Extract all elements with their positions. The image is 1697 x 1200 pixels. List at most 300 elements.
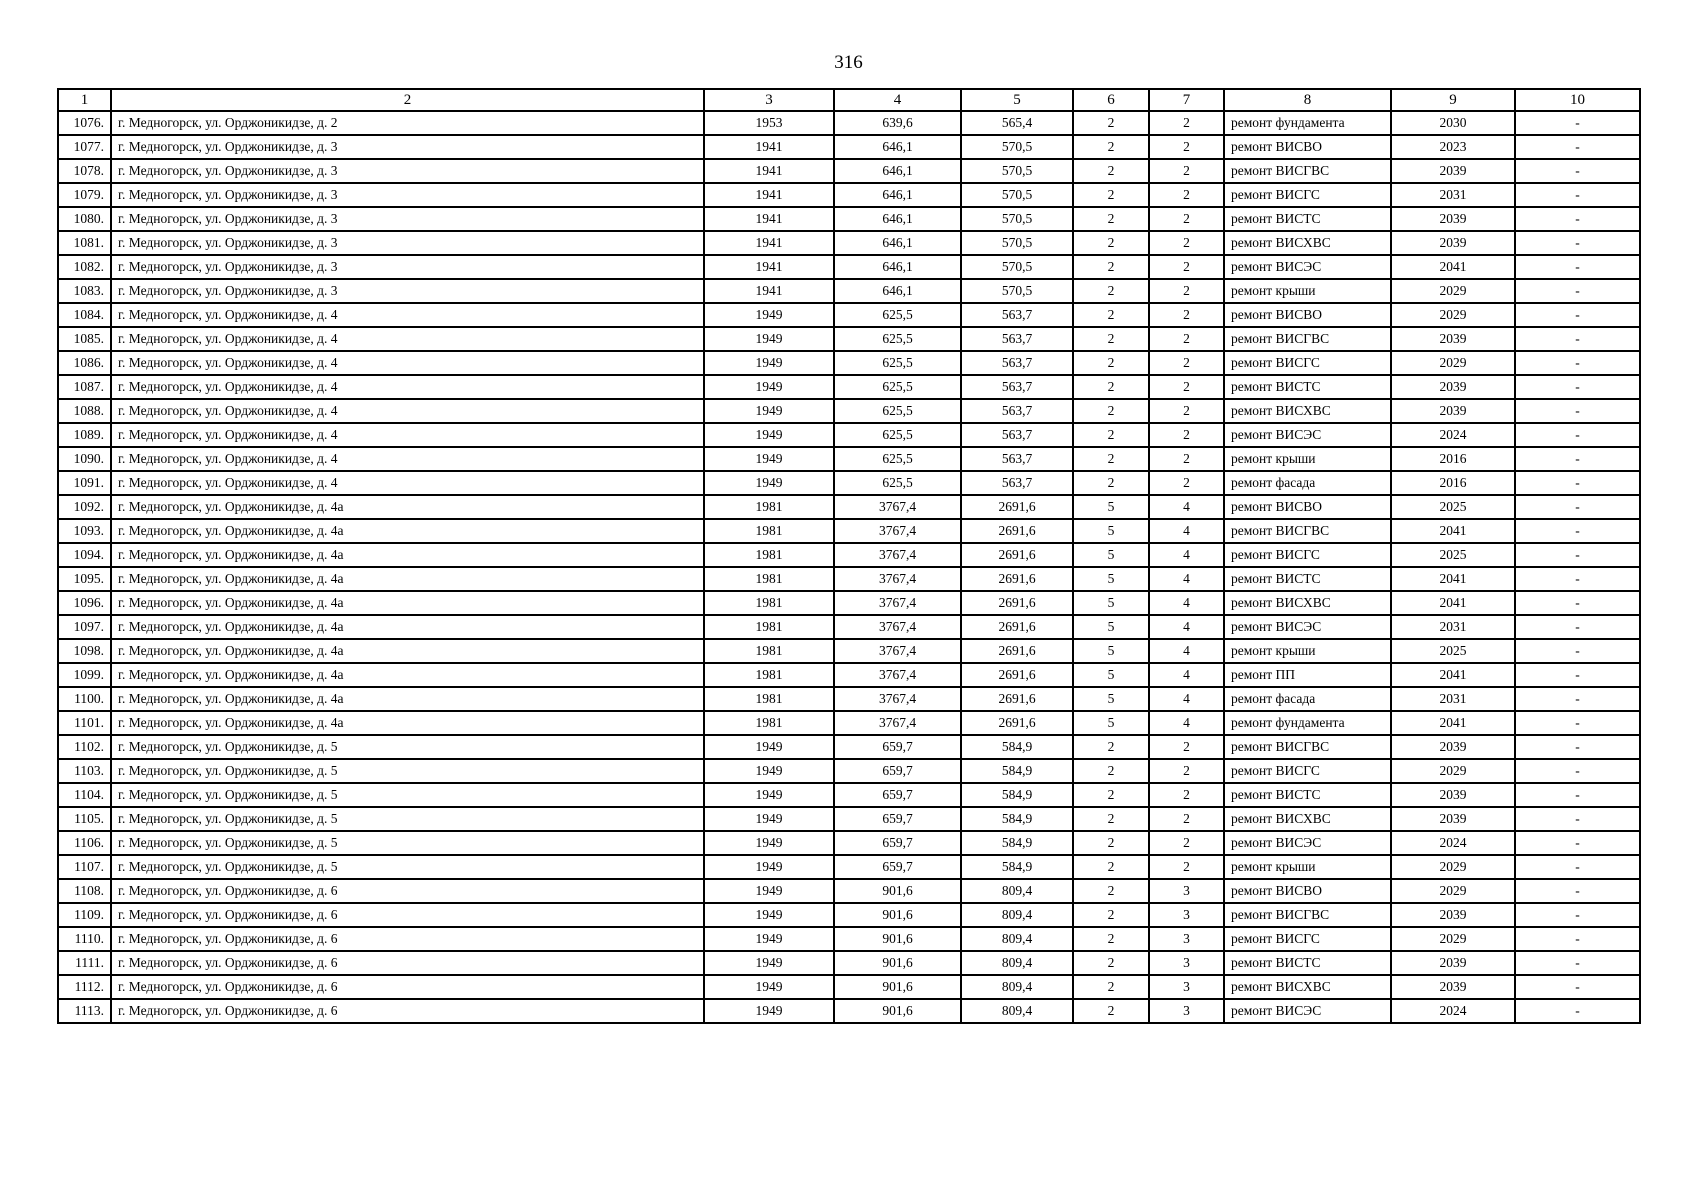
cell-living-area: 570,5 <box>961 183 1073 207</box>
cell-address: г. Медногорск, ул. Орджоникидзе, д. 6 <box>111 951 704 975</box>
cell-work-type: ремонт ВИСВО <box>1224 135 1391 159</box>
table-row <box>58 711 1640 735</box>
cell-floors: 2 <box>1073 759 1149 783</box>
cell-note: - <box>1515 471 1640 495</box>
cell-row-number: 1077. <box>58 135 111 159</box>
cell-year-built: 1949 <box>704 423 834 447</box>
cell-total-area: 646,1 <box>834 135 961 159</box>
cell-address: г. Медногорск, ул. Орджоникидзе, д. 4а <box>111 591 704 615</box>
table-row <box>58 879 1640 903</box>
table-row <box>58 975 1640 999</box>
cell-note: - <box>1515 591 1640 615</box>
cell-row-number: 1112. <box>58 975 111 999</box>
cell-living-area: 570,5 <box>961 279 1073 303</box>
cell-floors: 2 <box>1073 903 1149 927</box>
cell-note: - <box>1515 975 1640 999</box>
cell-row-number: 1078. <box>58 159 111 183</box>
cell-note: - <box>1515 183 1640 207</box>
cell-row-number: 1087. <box>58 375 111 399</box>
cell-row-number: 1083. <box>58 279 111 303</box>
cell-year-built: 1949 <box>704 927 834 951</box>
cell-living-area: 809,4 <box>961 879 1073 903</box>
table-row <box>58 447 1640 471</box>
cell-floors: 2 <box>1073 471 1149 495</box>
cell-floors: 5 <box>1073 567 1149 591</box>
cell-row-number: 1099. <box>58 663 111 687</box>
cell-work-type: ремонт ВИСТС <box>1224 783 1391 807</box>
table-row <box>58 903 1640 927</box>
cell-work-type: ремонт ВИСТС <box>1224 375 1391 399</box>
cell-floors: 2 <box>1073 255 1149 279</box>
cell-total-area: 646,1 <box>834 207 961 231</box>
cell-note: - <box>1515 687 1640 711</box>
cell-work-type: ремонт ПП <box>1224 663 1391 687</box>
cell-total-area: 659,7 <box>834 807 961 831</box>
cell-note: - <box>1515 711 1640 735</box>
cell-note: - <box>1515 423 1640 447</box>
cell-note: - <box>1515 543 1640 567</box>
cell-living-area: 584,9 <box>961 783 1073 807</box>
cell-address: г. Медногорск, ул. Орджоникидзе, д. 4 <box>111 327 704 351</box>
cell-address: г. Медногорск, ул. Орджоникидзе, д. 4а <box>111 711 704 735</box>
cell-year-planned: 2031 <box>1391 183 1515 207</box>
cell-floors: 5 <box>1073 495 1149 519</box>
cell-floors: 2 <box>1073 159 1149 183</box>
cell-living-area: 563,7 <box>961 423 1073 447</box>
cell-floors: 2 <box>1073 279 1149 303</box>
cell-year-planned: 2029 <box>1391 879 1515 903</box>
cell-floors: 2 <box>1073 807 1149 831</box>
cell-year-planned: 2025 <box>1391 543 1515 567</box>
cell-entrances: 2 <box>1149 423 1224 447</box>
cell-total-area: 659,7 <box>834 735 961 759</box>
column-header-1: 1 <box>58 89 111 111</box>
cell-living-area: 2691,6 <box>961 567 1073 591</box>
cell-total-area: 625,5 <box>834 399 961 423</box>
cell-floors: 2 <box>1073 975 1149 999</box>
table-row <box>58 279 1640 303</box>
cell-living-area: 2691,6 <box>961 615 1073 639</box>
cell-row-number: 1084. <box>58 303 111 327</box>
cell-address: г. Медногорск, ул. Орджоникидзе, д. 5 <box>111 759 704 783</box>
cell-entrances: 3 <box>1149 927 1224 951</box>
cell-living-area: 563,7 <box>961 399 1073 423</box>
cell-row-number: 1110. <box>58 927 111 951</box>
cell-floors: 2 <box>1073 183 1149 207</box>
cell-living-area: 809,4 <box>961 999 1073 1023</box>
cell-floors: 2 <box>1073 423 1149 447</box>
cell-year-planned: 2039 <box>1391 903 1515 927</box>
table-row <box>58 519 1640 543</box>
cell-work-type: ремонт крыши <box>1224 855 1391 879</box>
cell-address: г. Медногорск, ул. Орджоникидзе, д. 4 <box>111 471 704 495</box>
cell-work-type: ремонт ВИСВО <box>1224 879 1391 903</box>
cell-total-area: 901,6 <box>834 927 961 951</box>
cell-total-area: 3767,4 <box>834 495 961 519</box>
cell-year-planned: 2016 <box>1391 447 1515 471</box>
cell-row-number: 1082. <box>58 255 111 279</box>
cell-entrances: 3 <box>1149 879 1224 903</box>
cell-work-type: ремонт ВИСЭС <box>1224 255 1391 279</box>
cell-note: - <box>1515 159 1640 183</box>
cell-floors: 2 <box>1073 831 1149 855</box>
cell-living-area: 809,4 <box>961 975 1073 999</box>
repair-schedule-table <box>57 88 1641 1024</box>
cell-row-number: 1104. <box>58 783 111 807</box>
cell-year-built: 1949 <box>704 951 834 975</box>
cell-entrances: 4 <box>1149 543 1224 567</box>
cell-year-built: 1949 <box>704 351 834 375</box>
cell-address: г. Медногорск, ул. Орджоникидзе, д. 4 <box>111 447 704 471</box>
cell-entrances: 4 <box>1149 591 1224 615</box>
table-row <box>58 207 1640 231</box>
cell-note: - <box>1515 807 1640 831</box>
cell-living-area: 563,7 <box>961 375 1073 399</box>
cell-total-area: 659,7 <box>834 783 961 807</box>
cell-year-planned: 2041 <box>1391 663 1515 687</box>
cell-work-type: ремонт ВИСТС <box>1224 207 1391 231</box>
table-row <box>58 831 1640 855</box>
cell-living-area: 584,9 <box>961 759 1073 783</box>
cell-floors: 5 <box>1073 663 1149 687</box>
cell-year-planned: 2039 <box>1391 783 1515 807</box>
cell-row-number: 1089. <box>58 423 111 447</box>
cell-note: - <box>1515 903 1640 927</box>
cell-entrances: 2 <box>1149 399 1224 423</box>
cell-work-type: ремонт ВИСЭС <box>1224 423 1391 447</box>
cell-entrances: 3 <box>1149 903 1224 927</box>
cell-work-type: ремонт ВИСГС <box>1224 183 1391 207</box>
table-row <box>58 663 1640 687</box>
cell-year-planned: 2029 <box>1391 303 1515 327</box>
cell-note: - <box>1515 351 1640 375</box>
cell-total-area: 3767,4 <box>834 543 961 567</box>
cell-floors: 5 <box>1073 591 1149 615</box>
cell-work-type: ремонт фундамента <box>1224 711 1391 735</box>
cell-floors: 5 <box>1073 639 1149 663</box>
cell-work-type: ремонт ВИСГВС <box>1224 327 1391 351</box>
table-row <box>58 687 1640 711</box>
cell-work-type: ремонт ВИСГС <box>1224 927 1391 951</box>
cell-living-area: 563,7 <box>961 471 1073 495</box>
column-header-7: 7 <box>1149 89 1224 111</box>
cell-year-built: 1949 <box>704 399 834 423</box>
cell-year-planned: 2024 <box>1391 999 1515 1023</box>
cell-note: - <box>1515 951 1640 975</box>
table-row <box>58 759 1640 783</box>
cell-row-number: 1100. <box>58 687 111 711</box>
table-row <box>58 231 1640 255</box>
cell-entrances: 4 <box>1149 639 1224 663</box>
cell-row-number: 1111. <box>58 951 111 975</box>
cell-total-area: 646,1 <box>834 255 961 279</box>
cell-floors: 2 <box>1073 951 1149 975</box>
cell-address: г. Медногорск, ул. Орджоникидзе, д. 4 <box>111 375 704 399</box>
cell-year-built: 1981 <box>704 591 834 615</box>
cell-floors: 5 <box>1073 543 1149 567</box>
cell-entrances: 4 <box>1149 711 1224 735</box>
cell-address: г. Медногорск, ул. Орджоникидзе, д. 5 <box>111 807 704 831</box>
cell-entrances: 2 <box>1149 759 1224 783</box>
cell-row-number: 1080. <box>58 207 111 231</box>
cell-note: - <box>1515 663 1640 687</box>
cell-row-number: 1093. <box>58 519 111 543</box>
cell-total-area: 3767,4 <box>834 687 961 711</box>
cell-row-number: 1092. <box>58 495 111 519</box>
cell-row-number: 1102. <box>58 735 111 759</box>
cell-year-built: 1981 <box>704 519 834 543</box>
cell-year-built: 1941 <box>704 159 834 183</box>
cell-work-type: ремонт ВИСЭС <box>1224 615 1391 639</box>
cell-entrances: 2 <box>1149 207 1224 231</box>
cell-total-area: 3767,4 <box>834 639 961 663</box>
table-row <box>58 567 1640 591</box>
cell-address: г. Медногорск, ул. Орджоникидзе, д. 5 <box>111 855 704 879</box>
cell-note: - <box>1515 375 1640 399</box>
cell-year-built: 1941 <box>704 279 834 303</box>
cell-address: г. Медногорск, ул. Орджоникидзе, д. 4а <box>111 639 704 663</box>
cell-living-area: 2691,6 <box>961 591 1073 615</box>
cell-note: - <box>1515 303 1640 327</box>
table-row <box>58 735 1640 759</box>
cell-year-planned: 2025 <box>1391 495 1515 519</box>
cell-row-number: 1105. <box>58 807 111 831</box>
cell-year-planned: 2039 <box>1391 375 1515 399</box>
table-row <box>58 135 1640 159</box>
cell-total-area: 3767,4 <box>834 519 961 543</box>
cell-address: г. Медногорск, ул. Орджоникидзе, д. 6 <box>111 879 704 903</box>
cell-year-planned: 2016 <box>1391 471 1515 495</box>
cell-row-number: 1109. <box>58 903 111 927</box>
cell-total-area: 646,1 <box>834 279 961 303</box>
cell-address: г. Медногорск, ул. Орджоникидзе, д. 5 <box>111 831 704 855</box>
cell-address: г. Медногорск, ул. Орджоникидзе, д. 4а <box>111 495 704 519</box>
cell-work-type: ремонт фасада <box>1224 471 1391 495</box>
cell-note: - <box>1515 999 1640 1023</box>
cell-address: г. Медногорск, ул. Орджоникидзе, д. 4а <box>111 687 704 711</box>
cell-note: - <box>1515 399 1640 423</box>
cell-work-type: ремонт ВИСХВС <box>1224 807 1391 831</box>
cell-living-area: 2691,6 <box>961 711 1073 735</box>
cell-entrances: 4 <box>1149 687 1224 711</box>
table-row <box>58 927 1640 951</box>
cell-note: - <box>1515 447 1640 471</box>
cell-row-number: 1088. <box>58 399 111 423</box>
cell-living-area: 584,9 <box>961 807 1073 831</box>
cell-year-planned: 2041 <box>1391 519 1515 543</box>
cell-floors: 2 <box>1073 303 1149 327</box>
cell-address: г. Медногорск, ул. Орджоникидзе, д. 4а <box>111 543 704 567</box>
cell-floors: 5 <box>1073 687 1149 711</box>
cell-address: г. Медногорск, ул. Орджоникидзе, д. 6 <box>111 975 704 999</box>
cell-entrances: 2 <box>1149 255 1224 279</box>
cell-work-type: ремонт ВИСЭС <box>1224 999 1391 1023</box>
table-row <box>58 423 1640 447</box>
table-row <box>58 543 1640 567</box>
table-body <box>58 111 1640 1023</box>
cell-living-area: 2691,6 <box>961 543 1073 567</box>
cell-total-area: 3767,4 <box>834 663 961 687</box>
cell-year-built: 1949 <box>704 831 834 855</box>
cell-year-built: 1949 <box>704 759 834 783</box>
cell-address: г. Медногорск, ул. Орджоникидзе, д. 3 <box>111 135 704 159</box>
cell-year-planned: 2031 <box>1391 615 1515 639</box>
cell-row-number: 1095. <box>58 567 111 591</box>
cell-floors: 2 <box>1073 879 1149 903</box>
cell-entrances: 2 <box>1149 159 1224 183</box>
cell-entrances: 2 <box>1149 351 1224 375</box>
cell-floors: 2 <box>1073 111 1149 135</box>
cell-address: г. Медногорск, ул. Орджоникидзе, д. 4а <box>111 567 704 591</box>
cell-year-built: 1941 <box>704 255 834 279</box>
table-row <box>58 303 1640 327</box>
cell-living-area: 2691,6 <box>961 519 1073 543</box>
table-row <box>58 351 1640 375</box>
cell-year-built: 1981 <box>704 543 834 567</box>
table-row <box>58 807 1640 831</box>
cell-entrances: 3 <box>1149 999 1224 1023</box>
cell-address: г. Медногорск, ул. Орджоникидзе, д. 3 <box>111 255 704 279</box>
cell-entrances: 2 <box>1149 783 1224 807</box>
cell-address: г. Медногорск, ул. Орджоникидзе, д. 3 <box>111 207 704 231</box>
cell-year-planned: 2039 <box>1391 951 1515 975</box>
cell-work-type: ремонт фасада <box>1224 687 1391 711</box>
cell-floors: 2 <box>1073 855 1149 879</box>
cell-year-built: 1949 <box>704 855 834 879</box>
cell-work-type: ремонт фундамента <box>1224 111 1391 135</box>
cell-total-area: 3767,4 <box>834 711 961 735</box>
cell-note: - <box>1515 279 1640 303</box>
cell-total-area: 3767,4 <box>834 567 961 591</box>
cell-entrances: 4 <box>1149 495 1224 519</box>
cell-total-area: 646,1 <box>834 231 961 255</box>
cell-living-area: 563,7 <box>961 303 1073 327</box>
cell-year-planned: 2039 <box>1391 159 1515 183</box>
cell-living-area: 563,7 <box>961 327 1073 351</box>
cell-year-planned: 2025 <box>1391 639 1515 663</box>
cell-living-area: 570,5 <box>961 159 1073 183</box>
cell-year-planned: 2029 <box>1391 279 1515 303</box>
cell-entrances: 2 <box>1149 855 1224 879</box>
column-header-9: 9 <box>1391 89 1515 111</box>
cell-entrances: 4 <box>1149 663 1224 687</box>
cell-total-area: 901,6 <box>834 999 961 1023</box>
cell-total-area: 625,5 <box>834 327 961 351</box>
cell-row-number: 1098. <box>58 639 111 663</box>
cell-entrances: 2 <box>1149 135 1224 159</box>
cell-living-area: 2691,6 <box>961 687 1073 711</box>
cell-floors: 2 <box>1073 135 1149 159</box>
cell-year-built: 1981 <box>704 663 834 687</box>
cell-year-built: 1981 <box>704 639 834 663</box>
cell-note: - <box>1515 111 1640 135</box>
cell-living-area: 584,9 <box>961 831 1073 855</box>
cell-address: г. Медногорск, ул. Орджоникидзе, д. 3 <box>111 231 704 255</box>
cell-work-type: ремонт ВИСГВС <box>1224 519 1391 543</box>
cell-year-built: 1941 <box>704 183 834 207</box>
cell-work-type: ремонт крыши <box>1224 639 1391 663</box>
cell-total-area: 901,6 <box>834 975 961 999</box>
cell-row-number: 1079. <box>58 183 111 207</box>
cell-work-type: ремонт ВИСВО <box>1224 495 1391 519</box>
cell-note: - <box>1515 495 1640 519</box>
cell-address: г. Медногорск, ул. Орджоникидзе, д. 4а <box>111 615 704 639</box>
cell-entrances: 2 <box>1149 327 1224 351</box>
cell-year-built: 1949 <box>704 447 834 471</box>
cell-year-planned: 2031 <box>1391 687 1515 711</box>
cell-note: - <box>1515 567 1640 591</box>
cell-note: - <box>1515 135 1640 159</box>
table-row <box>58 471 1640 495</box>
cell-year-built: 1949 <box>704 735 834 759</box>
cell-work-type: ремонт ВИСГВС <box>1224 159 1391 183</box>
cell-row-number: 1107. <box>58 855 111 879</box>
cell-total-area: 3767,4 <box>834 615 961 639</box>
cell-work-type: ремонт ВИСГС <box>1224 543 1391 567</box>
cell-total-area: 659,7 <box>834 759 961 783</box>
column-header-6: 6 <box>1073 89 1149 111</box>
cell-year-built: 1981 <box>704 495 834 519</box>
cell-entrances: 2 <box>1149 471 1224 495</box>
cell-living-area: 809,4 <box>961 903 1073 927</box>
table-row <box>58 159 1640 183</box>
table-row <box>58 951 1640 975</box>
cell-work-type: ремонт ВИСХВС <box>1224 591 1391 615</box>
table-row <box>58 399 1640 423</box>
cell-address: г. Медногорск, ул. Орджоникидзе, д. 5 <box>111 783 704 807</box>
cell-year-built: 1949 <box>704 375 834 399</box>
cell-living-area: 584,9 <box>961 855 1073 879</box>
cell-year-planned: 2039 <box>1391 231 1515 255</box>
cell-year-planned: 2024 <box>1391 423 1515 447</box>
cell-total-area: 901,6 <box>834 903 961 927</box>
cell-row-number: 1081. <box>58 231 111 255</box>
cell-work-type: ремонт ВИСХВС <box>1224 231 1391 255</box>
cell-total-area: 625,5 <box>834 471 961 495</box>
cell-year-planned: 2041 <box>1391 591 1515 615</box>
cell-note: - <box>1515 255 1640 279</box>
cell-work-type: ремонт ВИСТС <box>1224 951 1391 975</box>
cell-entrances: 2 <box>1149 375 1224 399</box>
cell-entrances: 3 <box>1149 951 1224 975</box>
cell-living-area: 2691,6 <box>961 495 1073 519</box>
cell-entrances: 3 <box>1149 975 1224 999</box>
cell-floors: 2 <box>1073 783 1149 807</box>
cell-total-area: 901,6 <box>834 951 961 975</box>
cell-row-number: 1086. <box>58 351 111 375</box>
cell-address: г. Медногорск, ул. Орджоникидзе, д. 3 <box>111 183 704 207</box>
cell-work-type: ремонт ВИСХВС <box>1224 975 1391 999</box>
table-row <box>58 855 1640 879</box>
cell-year-planned: 2039 <box>1391 735 1515 759</box>
cell-total-area: 646,1 <box>834 159 961 183</box>
cell-year-built: 1949 <box>704 303 834 327</box>
cell-work-type: ремонт ВИСТС <box>1224 567 1391 591</box>
cell-living-area: 2691,6 <box>961 639 1073 663</box>
cell-year-planned: 2041 <box>1391 567 1515 591</box>
cell-year-planned: 2041 <box>1391 711 1515 735</box>
column-header-4: 4 <box>834 89 961 111</box>
cell-year-built: 1981 <box>704 567 834 591</box>
cell-total-area: 659,7 <box>834 855 961 879</box>
cell-year-planned: 2029 <box>1391 927 1515 951</box>
cell-work-type: ремонт ВИСХВС <box>1224 399 1391 423</box>
cell-note: - <box>1515 831 1640 855</box>
cell-note: - <box>1515 639 1640 663</box>
column-header-8: 8 <box>1224 89 1391 111</box>
cell-year-built: 1953 <box>704 111 834 135</box>
cell-floors: 5 <box>1073 615 1149 639</box>
